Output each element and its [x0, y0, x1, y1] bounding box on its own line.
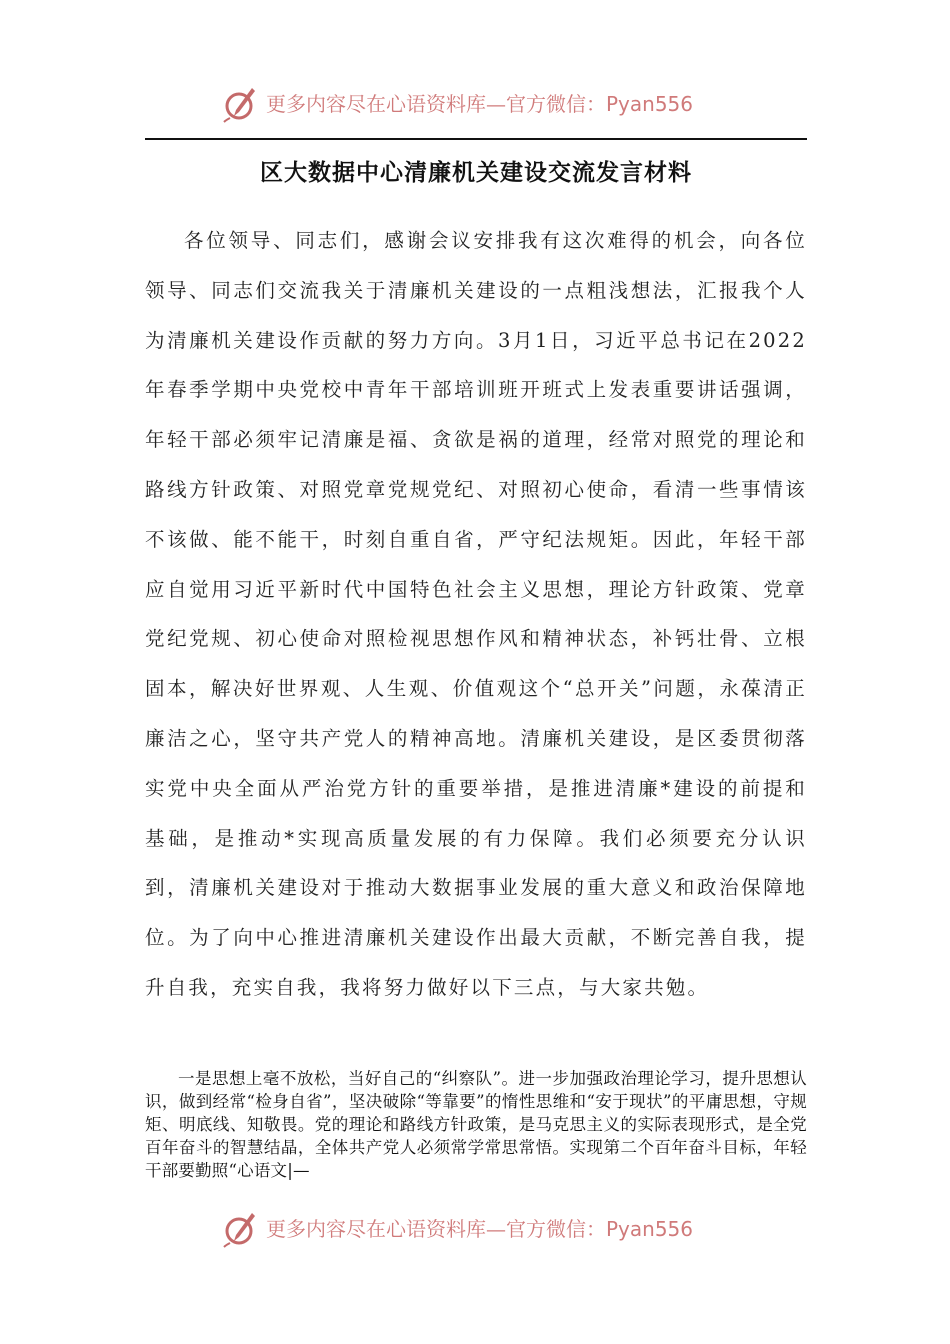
quill-pen-logo-icon [222, 1209, 262, 1249]
wechat-id: Pyan556 [606, 1217, 694, 1241]
document-title: 区大数据中心清廉机关建设交流发言材料 [260, 160, 692, 186]
banner-text [266, 90, 693, 118]
body-paragraph-2: 一是思想上毫不放松，当好自己的“纠察队”。进一步加强政治理论学习，提升思想认识，做到经常“检身自省”，坚决破除“等靠要”的惰性思维和“安于现状”的平庸思想，守规矩、明底线、知敬畏。党的理论和路线方针政策，是马克思主义的实际表现形式，是全党百年奋斗的智慧结晶，全体共产党人必须常学常思常悟。实现第二个百年奋斗目标，年轻干部要勤照“心语文|— [145, 1069, 807, 1180]
quill-pen-logo-icon [222, 84, 262, 124]
header-divider [145, 138, 807, 140]
banner-slogan: 更多内容尽在心语资料库—官方微信： [266, 92, 606, 116]
footer-banner [0, 1205, 950, 1255]
body-paragraph-1: 各位领导、同志们，感谢会议安排我有这次难得的机会，向各位领导、同志们交流我关于清廉机关建设的一点粗浅想法，汇报我个人为清廉机关建设作贡献的努力方向。3月1日，习近平总书记在2022年春季学期中央党校中青年干部培训班开班式上发表重要讲话强调，年轻干部必须牢记清廉是福、贪欲是祸的道理，经常对照党的理论和路线方针政策、对照党章党规党纪、对照初心使命，看清一些事情该不该做、能不能干，时刻自重自省，严守纪法规矩。因此，年轻干部应自觉用习近平新时代中国特色社会主义思想，理论方针政策、党章党纪党规、初心使命对照检视思想作风和精神状态，补钙壮骨、立根固本，解决好世界观、人生观、价值观这个“总开关”问题，永葆清正廉洁之心，坚守共产党人的精神高地。清廉机关建设，是区委贯彻落实党中央全面从严治党方针的重要举措，是推进清廉*建设的前提和基础，是推动*实现高质量发展的有力保障。我们必须要充分认识到，清廉机关建设对于推动大数据事业发展的重大意义和政治保障地位。为了向中心推进清廉机关建设作出最大贡献，不断完善自我，提升自我，充实自我，我将努力做好以下三点，与大家共勉。 [145, 229, 807, 999]
header-banner [0, 80, 950, 130]
banner-text [266, 1215, 693, 1243]
wechat-id: Pyan556 [606, 92, 694, 116]
banner-slogan: 更多内容尽在心语资料库—官方微信： [266, 1217, 606, 1241]
